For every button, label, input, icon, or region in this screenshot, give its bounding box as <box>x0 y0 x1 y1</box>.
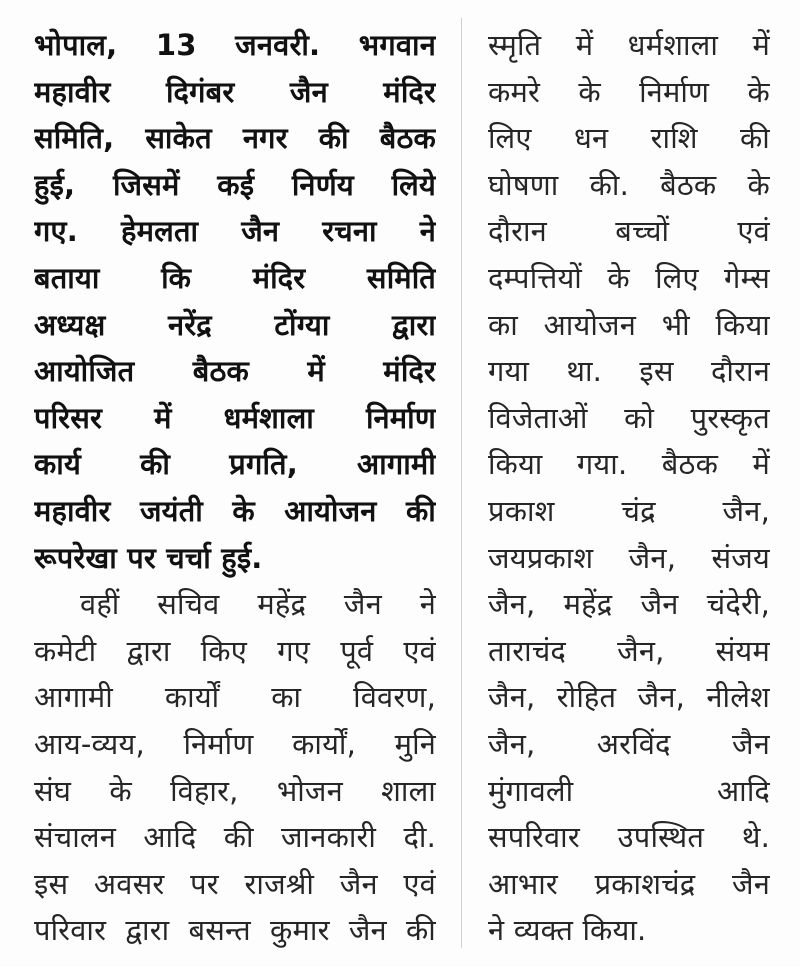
body-line: प्रकाश चंद्र जैन, <box>488 493 770 528</box>
lead-line: कार्य की प्रगति, आगामी <box>34 447 436 482</box>
body-line: कमेटी द्वारा किए गए पूर्व एवं <box>34 633 436 668</box>
lead-paragraph <box>34 22 436 581</box>
body-line: दम्पत्तियों के लिए गेम्स <box>488 260 770 295</box>
body-line: वहीं सचिव महेंद्र जैन ने <box>80 587 436 622</box>
lead-line: आयोजित बैठक में मंदिर <box>34 354 436 389</box>
body-line: परिवार द्वारा बसन्त कुमार जैन की <box>34 913 436 948</box>
lead-line: गए. हेमलता जैन रचना ने <box>34 214 436 249</box>
body-line: स्मृति में धर्मशाला में <box>488 28 770 62</box>
body-line: जयप्रकाश जैन, संजय <box>488 540 770 575</box>
lead-line: महावीर दिगंबर जैन मंदिर <box>34 74 436 109</box>
right-column <box>488 22 770 954</box>
lead-line: अध्यक्ष नरेंद्र टोंग्या द्वारा <box>34 307 436 342</box>
body-line: जैन, अरविंद जैन <box>488 726 770 761</box>
body-line: आगामी कार्यों का विवरण, <box>34 680 436 715</box>
body-line: संचालन आदि की जानकारी दी. <box>34 820 436 855</box>
body-line: घोषणा की. बैठक के <box>488 167 770 202</box>
lead-line: भोपाल, 13 जनवरी. भगवान <box>34 28 436 62</box>
body-line: जैन, महेंद्र जैन चंदेरी, <box>488 587 770 622</box>
body-line: आभार प्रकाशचंद्र जैन <box>488 866 770 901</box>
lead-line: बताया कि मंदिर समिति <box>34 260 436 295</box>
left-column <box>34 22 436 954</box>
body-line: का आयोजन भी किया <box>488 307 770 342</box>
body-line: दौरान बच्चों एवं <box>488 214 770 249</box>
body-line: आय-व्यय, निर्माण कार्यों, मुनि <box>34 726 436 761</box>
body-line: इस अवसर पर राजश्री जैन एवं <box>34 866 436 901</box>
body-line: किया गया. बैठक में <box>488 447 770 482</box>
body-line: ताराचंद जैन, संयम <box>488 633 770 668</box>
body-line: ने व्यक्त किया. <box>488 913 647 948</box>
body-line: कमरे के निर्माण के <box>488 74 770 109</box>
body-line: लिए धन राशि की <box>488 121 770 156</box>
lead-line: महावीर जयंती के आयोजन की <box>34 493 436 528</box>
column-divider <box>461 18 462 948</box>
body-line: मुंगावली आदि <box>488 773 770 808</box>
body-line: जैन, रोहित जैन, नीलेश <box>488 680 770 715</box>
lead-line: हुई, जिसमें कई निर्णय लिये <box>34 167 436 202</box>
body-line: संघ के विहार, भोजन शाला <box>34 773 436 808</box>
body-line: गया था. इस दौरान <box>488 354 770 389</box>
lead-line: समिति, साकेत नगर की बैठक <box>34 121 436 156</box>
body-paragraph-left <box>34 581 436 954</box>
body-line: विजेताओं को पुरस्कृत <box>488 400 770 435</box>
lead-line: रूपरेखा पर चर्चा हुई. <box>34 540 263 575</box>
body-line: सपरिवार उपस्थित थे. <box>488 820 770 855</box>
lead-line: परिसर में धर्मशाला निर्माण <box>34 400 436 435</box>
